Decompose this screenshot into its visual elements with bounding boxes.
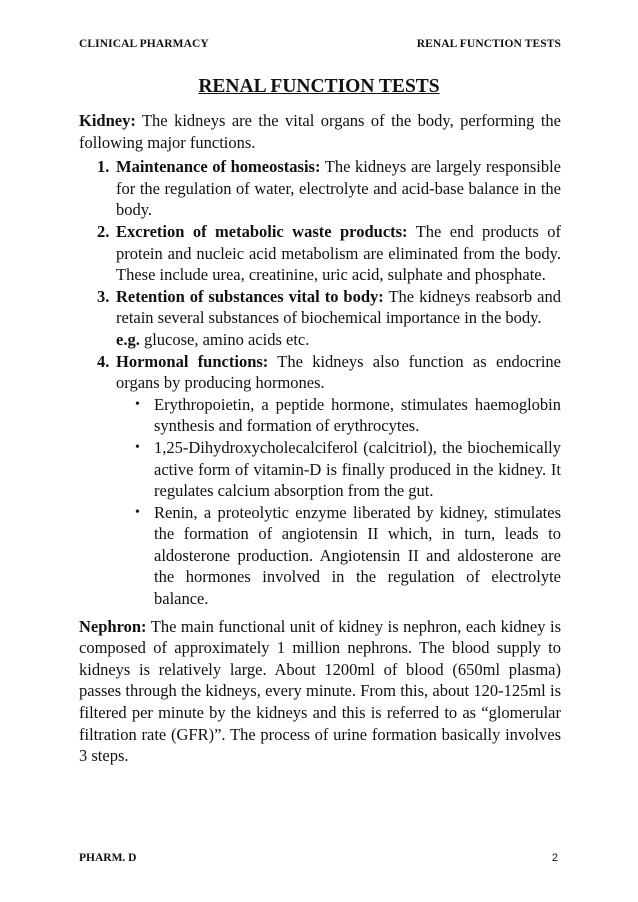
hormone-item <box>116 437 561 502</box>
hormones-list <box>116 394 561 610</box>
hormone-text: 1,25-Dihydroxycholecalciferol (calcitriol), the biochemically active form of vitamin-D is finally produced in the kidney. It regulates calcium absorption from the gut. <box>154 437 561 501</box>
hormone-item <box>116 502 561 610</box>
function-text: The end products of protein and nucleic acid metabolism are eliminated from the body. These include urea, creatinine, uric acid, sulphate and phosphate. <box>116 221 562 285</box>
nephron-label: Nephron: <box>79 616 147 636</box>
function-number: 1. <box>97 157 110 177</box>
function-text: The kidneys are largely responsible for the regulation of water, electrolyte and acid-base balance in the body. <box>116 157 561 220</box>
footer-left: PHARM. D <box>79 852 137 864</box>
function-term: Hormonal functions: <box>116 351 269 371</box>
header-right: RENAL FUNCTION TESTS <box>416 38 561 50</box>
hormone-text: Erythropoietin, a peptide hormone, stimulates haemoglobin synthesis and formation of erythrocytes. <box>154 394 561 436</box>
nephron-paragraph <box>79 616 561 767</box>
header-left: CLINICAL PHARMACY <box>79 38 209 50</box>
function-text: The kidneys also function as endocrine organs by producing hormones. <box>116 351 562 393</box>
bullet-icon: • <box>135 396 140 412</box>
function-term: Excretion of metabolic waste products: <box>116 221 408 241</box>
document-body <box>79 110 561 767</box>
page-title: RENAL FUNCTION TESTS <box>198 76 440 97</box>
function-number: 2. <box>97 221 110 241</box>
function-number: 3. <box>97 286 110 306</box>
example-label: e.g. <box>116 329 140 349</box>
kidney-text: The kidneys are the vital organs of the body, performing the following major functions. <box>79 111 561 152</box>
functions-list <box>79 156 561 609</box>
nephron-text: The main functional unit of kidney is nephron, each kidney is composed of approximately 1 million nephrons. The blood supply to kidneys is relatively large. About 1200ml of blood (650ml plasma) passes through the kidneys, every minute. From this, about 120-125ml is filtered per minute by the kidneys and this is referred to as “glomerular filtration rate (GFR)”. The process of urine formation basically involves 3 steps. <box>79 616 561 766</box>
function-item-4 <box>79 351 561 610</box>
function-number: 4. <box>97 351 110 371</box>
bullet-icon: • <box>135 504 140 520</box>
function-term: Retention of substances vital to body: <box>116 286 384 306</box>
hormone-text: Renin, a proteolytic enzyme liberated by kidney, stimulates the formation of angiotensin II which, in turn, leads to aldosterone production. Angiotensin II and aldosterone are the hormones involved in the regulation of electrolyte balance. <box>154 502 561 609</box>
kidney-label: Kidney: <box>79 111 136 130</box>
bullet-icon: • <box>135 439 140 455</box>
function-text: The kidneys reabsorb and retain several substances of biochemical importance in the body. <box>116 286 561 328</box>
kidney-paragraph <box>79 110 561 153</box>
page-number: 2 <box>551 852 558 864</box>
function-item-1 <box>79 156 561 221</box>
function-item-3 <box>79 286 561 351</box>
function-term: Maintenance of homeostasis: <box>116 157 321 177</box>
function-item-2 <box>79 221 561 286</box>
example-line <box>116 329 561 351</box>
hormone-item <box>116 394 561 437</box>
example-text: glucose, amino acids etc. <box>139 329 310 349</box>
